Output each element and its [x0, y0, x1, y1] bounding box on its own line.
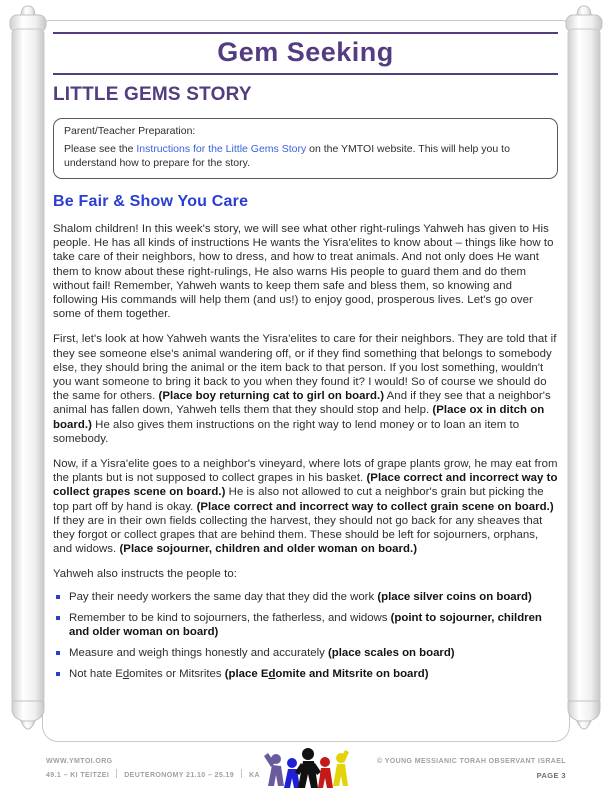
story-paragraph	[53, 567, 558, 581]
text-segment: If they are in their own fields collecting the harvest, they should not go back for any sheaves that they forgot or collect grapes that are behind them. These should be left for sojourners, orphans, and widows.	[53, 514, 543, 556]
text-segment: omites or Mitsrites	[129, 668, 225, 681]
rod-bottom-cap	[12, 701, 44, 722]
prep-body	[64, 143, 547, 170]
text-segment: omite and Mitsrite on board)	[275, 668, 429, 681]
rod-bottom-knob	[21, 721, 35, 729]
parent-teacher-prep-box	[53, 118, 558, 179]
text-segment: (place silver coins on board)	[377, 590, 532, 603]
text-segment: Now, if a Yisra'elite goes to a neighbor's vineyard, where lots of grape plants grow, he may eat from the plants but is not supposed to collect grapes in his basket.	[53, 458, 558, 485]
text-segment: Please see the	[64, 143, 137, 155]
footer-reference	[46, 769, 260, 783]
story-paragraph	[53, 457, 558, 556]
story-paragraph	[53, 222, 558, 321]
text-segment: He also gives them instructions on the right way to lend money or to loan an item to somebody.	[53, 418, 520, 445]
page-content	[43, 21, 569, 741]
footer-reference-part: 49.1 – KI TEITZEI	[46, 772, 110, 779]
text-segment: (Place correct and incorrect way to collect grapes scene on board.)	[53, 472, 558, 499]
page-subtitle: LITTLE GEMS STORY	[53, 84, 252, 105]
text-segment: And if they see that a neighbor's animal has fallen down, Yahweh tells them that they should stop and help.	[53, 390, 551, 417]
story-paragraph	[53, 332, 558, 446]
text-segment: Pay their needy workers the same day that they did the work	[69, 590, 378, 603]
text-segment: d	[268, 668, 276, 681]
footer-left	[46, 755, 260, 783]
logo-figure-purple	[264, 753, 284, 786]
bullet-item	[53, 590, 558, 604]
text-segment: (Place sojourner, children and older woman on board.)	[119, 543, 418, 556]
section-heading: Be Fair & Show You Care	[53, 193, 249, 210]
text-segment: (Place ox in ditch on board.)	[53, 404, 545, 431]
text-segment: Shalom children! In this week's story, we will see what other right-rulings Yahweh has given to His people. He has all kinds of instructions He wants the Yisra'elites to know about – things like how to take care of their neighbors, how to dress, and how to treat animals. And not only does He want them to know about these right-rulings, He also warns His people to guard them and do them without fail! Remember, Yahweh wants to keep them safe and bless them, so knowing and following His commands will help them (and us!) to enjoy good, prosperous lives. Let's go over some of them together.	[53, 223, 554, 321]
prep-label: Parent/Teacher Preparation:	[64, 125, 196, 137]
rod-shaft	[568, 29, 600, 703]
scroll-rod-right	[562, 3, 606, 743]
logo-figure-yellow	[333, 750, 349, 786]
footer-reference-part: DEUTERONOMY 21.10 – 25.19	[124, 772, 235, 779]
parchment-sheet	[42, 20, 570, 742]
footer-reference-part: KA	[249, 772, 260, 779]
bullet-item	[53, 646, 558, 660]
story-paragraphs	[53, 222, 558, 582]
text-segment: (place scales on board)	[327, 647, 455, 660]
rod-bottom-knob	[577, 721, 591, 729]
text-segment: (Place correct and incorrect way to collect grain scene on board.)	[196, 500, 554, 513]
text-segment: Remember to be kind to sojourners, the fatherless, and widows	[69, 611, 391, 624]
text-segment: (Place boy returning cat to girl on board.)	[158, 390, 385, 403]
text-segment: d	[122, 668, 130, 681]
instructions-link[interactable]: Instructions for the Little Gems Story	[136, 143, 307, 155]
text-segment: (point to sojourner, children and older woman on board)	[69, 611, 542, 639]
footer-separator	[116, 769, 117, 778]
text-segment: Not hate E	[69, 668, 123, 681]
bullet-item	[53, 611, 558, 639]
title-block	[53, 32, 558, 75]
footer-copyright: © YOUNG MESSIANIC TORAH OBSERVANT ISRAEL	[376, 758, 566, 765]
text-segment: He is also not allowed to cut a neighbor's grain but picking the top part off by hand is okay.	[53, 486, 544, 513]
footer-website: WWW.YMTOI.ORG	[46, 758, 113, 765]
text-segment: (place E	[224, 668, 269, 681]
page-title: Gem Seeking	[217, 37, 394, 67]
text-segment: First, let's look at how Yahweh wants the Yisra'elites to care for their neighbors. They are told that if they see someone else's animal wandering off, or if they find something that belongs to somebody else, they should bring the animal or the item back to that person. If you lost something, wouldn't you want someone to bring it back to you when they found it? I would! So of course we should do the same for others.	[53, 333, 557, 403]
text-segment: Measure and weigh things honestly and accurately	[69, 647, 328, 660]
story-bullets	[53, 590, 558, 682]
text-segment: on the YMTOI website. This will help you to understand how to prepare for the story.	[64, 143, 510, 169]
footer-right	[377, 755, 566, 783]
scroll-rod-left	[6, 3, 50, 743]
ymtoi-children-logo-icon	[263, 746, 349, 790]
rod-bottom-cap	[568, 701, 600, 722]
rod-shaft	[12, 29, 44, 703]
page-number: PAGE 3	[536, 771, 566, 780]
footer-separator	[241, 769, 242, 778]
bullet-item	[53, 667, 558, 681]
text-segment: Yahweh also instructs the people to:	[53, 568, 237, 581]
